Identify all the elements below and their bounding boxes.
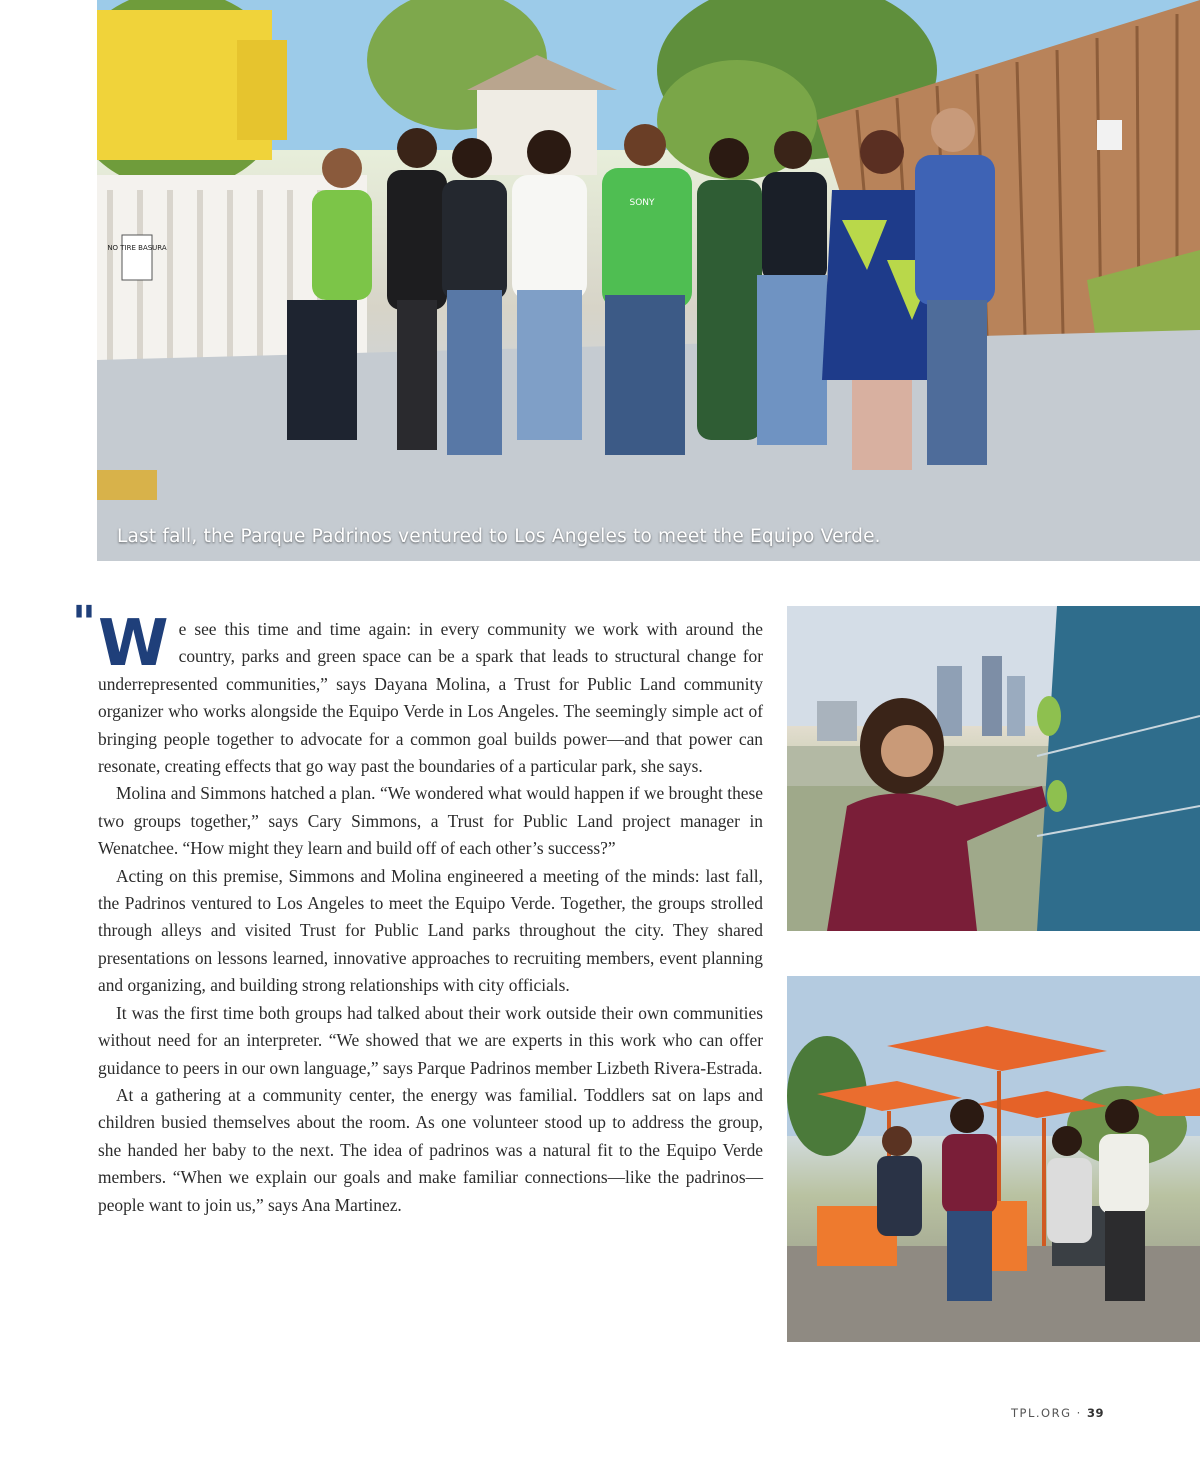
paragraph-1-text: e see this time and time again: in every community we work with around the country, parks and green space can be a spark that leads to structural change for underrepresented communities,” says Dayana Molina, a Trust for Public Land community organizer who works alongside the Equipo Verde in Los Angeles. The seemingly simple act of bringing people together to advocate for a common goal builds power—and that power can resonate, creating effects that go way past the boundaries of a particular park, she says.	[98, 619, 763, 777]
no-littering-sign: NO TIRE BASURA	[107, 244, 167, 252]
hero-photo	[97, 0, 1200, 561]
paragraph-2: Molina and Simmons hatched a plan. “We wondered what would happen if we brought these two groups together,” says Cary Simmons, a Trust for Public Land project manager in Wenatchee. “How might they learn and build off of each other’s success?”	[98, 783, 763, 859]
umbrella-photo-illustration	[787, 976, 1200, 1342]
paragraph-4: It was the first time both groups had talked about their work outside their own communities without need for an interpreter. “We showed that we are experts in this work who can offer guidance to peers in our own language,” says Parque Padrinos member Lizbeth Rivera-Estrada.	[98, 1002, 763, 1078]
hero-caption: Last fall, the Parque Padrinos ventured to Los Angeles to meet the Equipo Verde.	[117, 526, 881, 547]
article-body	[98, 607, 763, 1219]
paragraph-5: At a gathering at a community center, the energy was familial. Toddlers sat on laps and children busied themselves about the room. As one volunteer stood up to address the group, she handed her baby to the next. The idea of padrinos was a natural fit to the Equipo Verde members. “When we explain our goals and make familiar connections—like the padrinos—people want to join us,” says Ana Martinez.	[98, 1084, 763, 1215]
photo-woman-at-fence	[787, 606, 1200, 931]
paragraph-3: Acting on this premise, Simmons and Molina engineered a meeting of the minds: last fall, the Padrinos ventured to Los Angeles to meet the Equipo Verde. Together, the groups strolled through alleys and visited Trust for Public Land parks throughout the city. They shared presentations on lessons learned, innovative approaches to recruiting members, event planning and organizing, and building strong relationships with city officials.	[98, 865, 763, 996]
page-folio	[1011, 1406, 1104, 1420]
open-quote-mark: "	[72, 596, 96, 650]
photo-group-under-umbrellas	[787, 976, 1200, 1342]
drop-cap: W	[98, 607, 169, 681]
paragraph-1	[98, 607, 763, 780]
fence-photo-illustration	[787, 606, 1200, 931]
page-number: 39	[1086, 1406, 1104, 1420]
shirt-logo: SONY	[629, 198, 655, 208]
site-url: TPL.ORG ·	[1011, 1406, 1087, 1420]
group-photo-illustration	[97, 0, 1200, 561]
